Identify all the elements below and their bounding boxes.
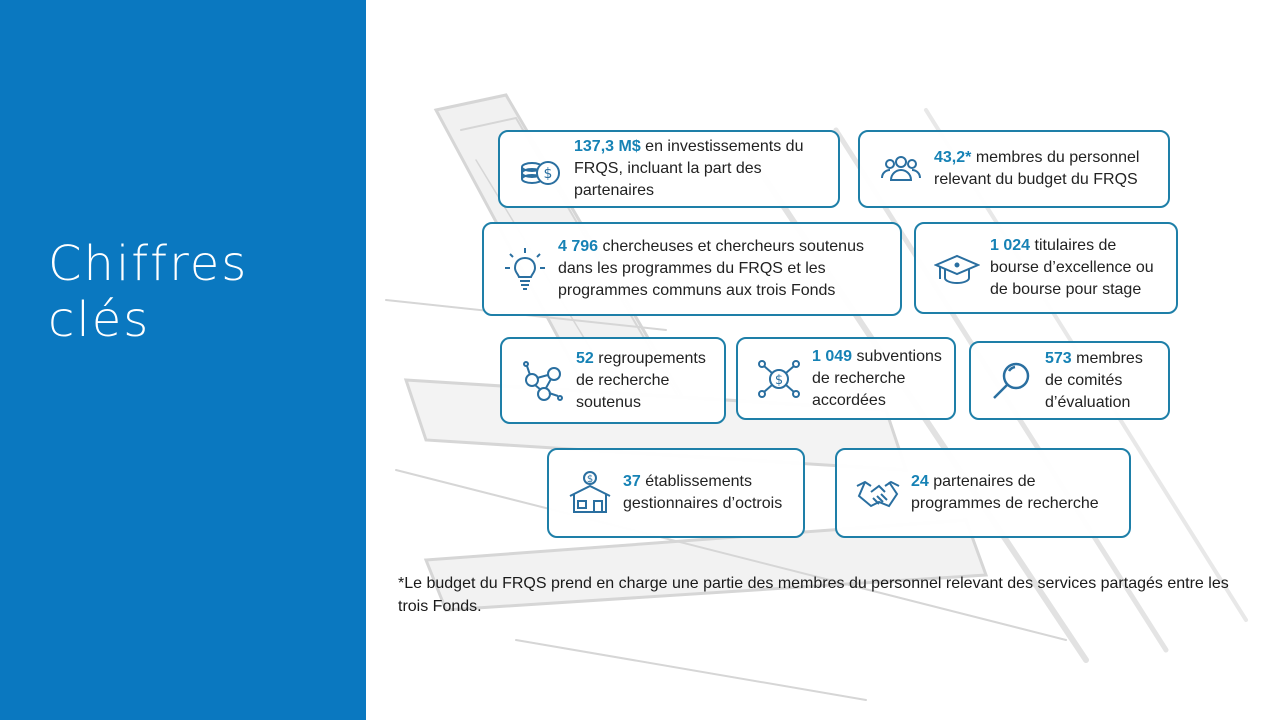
- stat-card-personnel: [858, 130, 1170, 208]
- stat-label: membres du personnel relevant du budget du FRQS: [934, 149, 1140, 188]
- coins-icon: [518, 146, 564, 192]
- stat-card-etablissements: [547, 448, 805, 538]
- stat-card-comites: [969, 341, 1170, 420]
- stat-value: 573: [1045, 349, 1072, 367]
- stat-card-bourses: [914, 222, 1178, 314]
- stat-label: subventions de recherche accordées: [812, 347, 942, 409]
- people-icon: [878, 146, 924, 192]
- stat-label: partenaires de programmes de recherche: [911, 473, 1099, 512]
- svg-text:$: $: [774, 372, 784, 388]
- stat-card-regroupements: [500, 337, 726, 424]
- footnote: *Le budget du FRQS prend en charge une partie des membres du personnel relevant des services partagés entre les trois Fonds.: [398, 575, 1229, 615]
- stat-value: 43,2*: [934, 149, 972, 166]
- stat-value: 137,3 M$: [574, 138, 641, 155]
- stat-value: 37: [623, 473, 641, 490]
- stat-label: en investissements du FRQS, incluant la part des partenaires: [574, 138, 804, 199]
- stat-label: regroupements de recherche soutenus: [576, 349, 706, 411]
- stat-label: titulaires de bourse d’excellence ou de bourse pour stage: [990, 237, 1154, 298]
- stat-card-chercheurs: [482, 222, 902, 316]
- stat-label: chercheuses et chercheurs soutenus dans les programmes du FRQS et les programmes communs aux trois Fonds: [558, 238, 864, 299]
- stat-value: 24: [911, 473, 929, 490]
- graduation-cap-icon: [934, 245, 980, 291]
- svg-text:$: $: [586, 474, 594, 485]
- stat-label: établissements gestionnaires d’octrois: [623, 473, 783, 512]
- handshake-icon: [855, 470, 901, 516]
- stat-card-subventions: [736, 337, 956, 420]
- network-icon: [520, 358, 566, 404]
- lightbulb-icon: [502, 246, 548, 292]
- slide-title: Chiffres clés: [48, 236, 249, 348]
- stat-value: 1 049: [812, 347, 853, 365]
- stat-value: 4 796: [558, 238, 599, 255]
- magnifier-icon: [989, 358, 1035, 404]
- stat-label: membres de comités d’évaluation: [1045, 349, 1143, 411]
- dollar-network-icon: [756, 356, 802, 402]
- stat-value: 1 024: [990, 237, 1031, 254]
- stat-value: 52: [576, 349, 594, 367]
- stat-card-investissements: [498, 130, 840, 208]
- svg-text:$: $: [543, 166, 553, 182]
- stat-card-partenaires: [835, 448, 1131, 538]
- title-panel: [0, 0, 366, 720]
- building-dollar-icon: [567, 470, 613, 516]
